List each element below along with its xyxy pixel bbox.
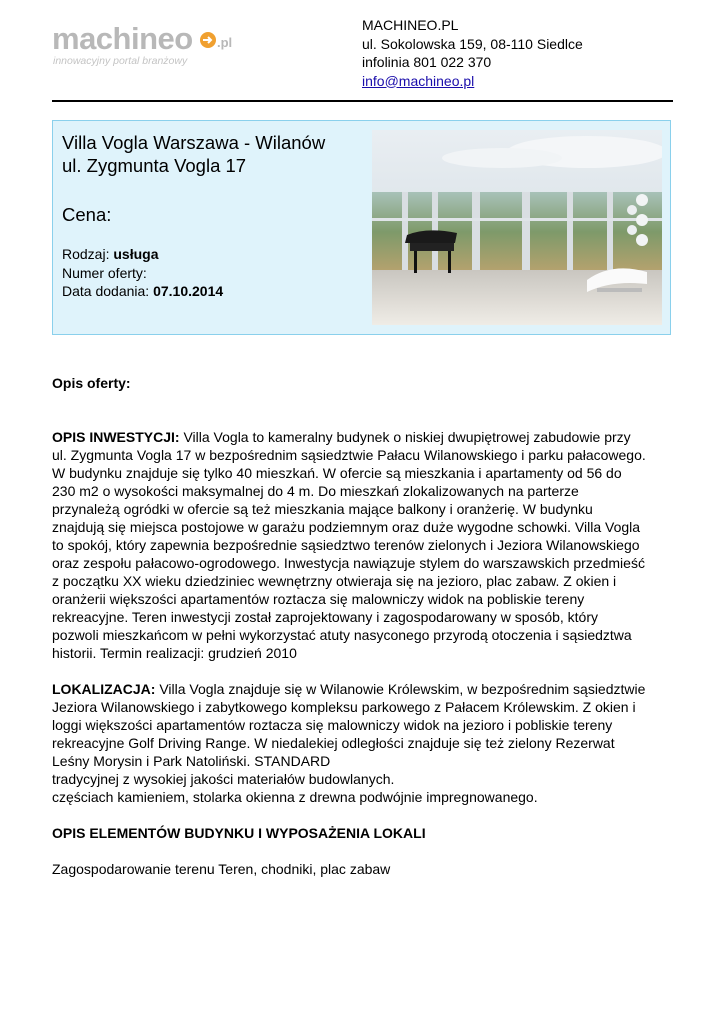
location-text-1: Jeziora Wilanowskiego i zabytkowego kompleksu parkowego z Pałacem Królewskim. Z okien i xyxy=(52,699,636,715)
price-label: Cena: xyxy=(62,204,112,225)
email-link[interactable]: info@machineo.pl xyxy=(362,72,475,89)
logo-wordmark: machineo xyxy=(52,21,193,56)
investment-text-12: historii. Termin realizacji: grudzień 2010 xyxy=(52,645,297,661)
investment-text-9: oranżerii większości apartamentów roztacza się malowniczy widok na pobliskie tereny xyxy=(52,591,585,607)
investment-text-1: ul. Zygmunta Vogla 17 w bezpośrednim sąsiedztwie Pałacu Wilanowskiego i parku pałacowego. xyxy=(52,447,646,463)
offer-description xyxy=(52,374,677,878)
investment-text-2: W budynku znajduje się tylko 40 mieszkań. W ofercie są mieszkania i apartamenty od 56 do xyxy=(52,465,622,481)
date-label: Data dodania: xyxy=(62,283,150,299)
investment-text-11: pozwoli mieszkańcom w pełni wykorzystać atuty nasyconego przyrodą otoczenia i sąsiedztwa xyxy=(52,627,632,643)
investment-label: OPIS INWESTYCJI: xyxy=(52,429,180,445)
header-divider xyxy=(52,100,673,102)
listing-title-line2: ul. Zygmunta Vogla 17 xyxy=(62,155,247,176)
date-row xyxy=(62,282,223,301)
investment-line-0 xyxy=(52,429,631,445)
location-text-4: Leśny Morysin i Park Natoliński. STANDARD xyxy=(52,753,331,769)
investment-text-3: 230 m2 o wysokości maksymalnej do 4 m. Do mieszkań zlokalizowanych na parterze xyxy=(52,483,579,499)
company-address: ul. Sokolowska 159, 08-110 Siedlce xyxy=(362,35,583,52)
investment-text-0: Villa Vogla to kameralny budynek o niskiej dwupiętrowej zabudowie przy xyxy=(179,429,631,445)
date-value: 07.10.2014 xyxy=(153,283,224,299)
logo-suffix: .pl xyxy=(217,35,233,50)
elements-heading: OPIS ELEMENTÓW BUDYNKU I WYPOSAŻENIA LOKALI xyxy=(52,825,426,841)
listing-meta xyxy=(62,245,223,301)
investment-text-4: przynależą ogródki w ofercie są też mieszkania mające balkony i oranżerię. W budynku xyxy=(52,501,593,517)
investment-text-5: znajdują się miejsca postojowe w garażu podziemnym oraz duże wygodne schowki. Villa Vogla xyxy=(52,519,641,535)
investment-text-7: oraz zespołu pałacowo-ogrodowego. Inwestycja nawiązuje stylem do warszawskich przedmieść xyxy=(52,555,645,571)
land-text: Zagospodarowanie terenu Teren, chodniki, plac zabaw xyxy=(52,861,391,877)
machineo-logo[interactable] xyxy=(52,20,242,70)
type-row xyxy=(62,245,223,264)
location-label: LOKALIZACJA: xyxy=(52,681,156,697)
investment-text-6: to spokój, który zapewnia bezpośrednie sąsiedztwo terenów zielonych i Jeziora Wilanowskiego xyxy=(52,537,640,553)
listing-title xyxy=(62,131,325,177)
location-text-0: Villa Vogla znajduje się w Wilanowie Królewskim, w bezpośrednim sąsiedztwie xyxy=(155,681,646,697)
type-value: usługa xyxy=(113,246,159,262)
location-text-3: rekreacyjne Golf Driving Range. W niedalekiej odległości znajduje się też zielony Rezerwat xyxy=(52,735,615,751)
location-paragraph xyxy=(52,680,677,806)
investment-text-8: z początku XX wieku dziedziniec wewnętrzny otwieraja się na jezioro, plac zabaw. Z okien i xyxy=(52,573,617,589)
listing-title-line1: Villa Vogla Warszawa - Wilanów xyxy=(62,132,326,153)
company-phone: infolinia 801 022 370 xyxy=(362,54,492,70)
location-text-5: tradycyjnej z wysokiej jakości materiałów budowlanych. xyxy=(52,771,395,787)
type-label: Rodzaj: xyxy=(62,246,110,262)
description-heading: Opis oferty: xyxy=(52,375,131,391)
location-text-6: częściach kamieniem, stolarka okienna z drewna podwójnie impregnowanego. xyxy=(52,789,538,805)
investment-text-10: rekreacyjne. Teren inwestycji został zaprojektowany i zagospodarowany w sposób, który xyxy=(52,609,599,625)
company-name: MACHINEO.PL xyxy=(362,17,459,33)
contact-block xyxy=(362,16,583,90)
listing-photo[interactable] xyxy=(372,130,662,325)
logo-tagline: innowacyjny portal branżowy xyxy=(53,55,188,67)
offer-number-row xyxy=(62,264,223,283)
investment-paragraph xyxy=(52,428,677,662)
offer-number-label: Numer oferty: xyxy=(62,264,147,281)
listing-summary xyxy=(52,120,671,335)
location-text-2: loggi większości apartamentów roztacza się malowniczy widok na jezioro i pobliskie tereny xyxy=(52,717,613,733)
